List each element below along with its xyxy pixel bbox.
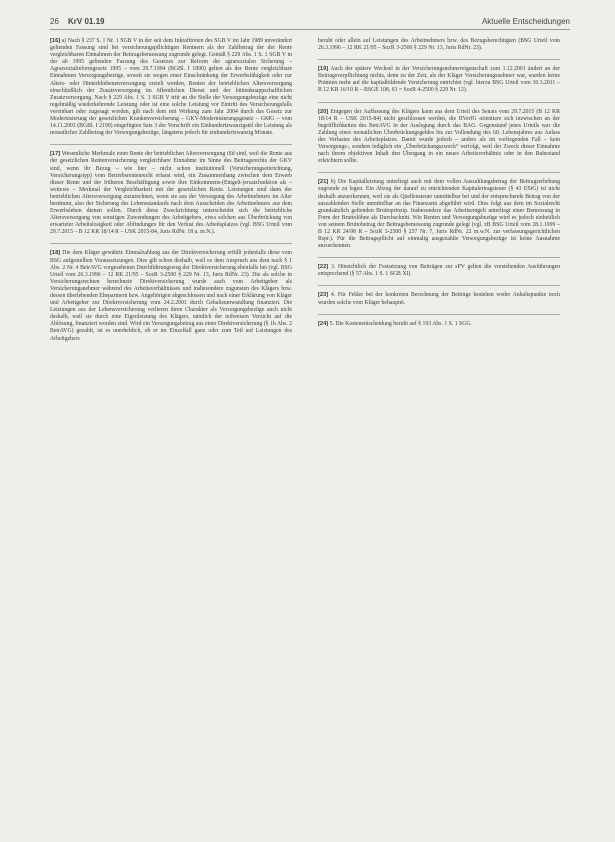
paragraph-divider — [318, 257, 560, 258]
paragraph-text: Auch der spätere Wechsel in der Versicherungsnehmereigenschaft zum 1.12.2001 ändert an der Beitragsverpflichtung nichts, denn zu der Zeit, als der Kläger Versicherungsnehmer war, wurden keine Prämien mehr auf die kapitalbildende Versicherung entrichtet (vgl. hierzu BSG Urteil vom 30.3.2011 – B 12 KR 16/10 R – BSGE 108, 63 = SozR 4-2500 § 229 Nr. 12). — [318, 66, 560, 94]
paragraph-divider — [318, 285, 560, 286]
paragraph-number: [17] — [50, 151, 61, 158]
paragraph-divider — [318, 59, 560, 60]
paragraph-divider — [318, 314, 560, 315]
paragraph-number: [24] — [318, 320, 329, 327]
page-number: 26 — [50, 17, 59, 26]
paragraph-number: [21] — [318, 179, 329, 186]
paragraph-text: 4. Für Fehler bei der konkreten Berechnung der Beiträge bestehen weder Anhaltspunkte noch wurden solche vom Kläger behauptet. — [318, 292, 560, 306]
paragraph-number: [20] — [318, 108, 329, 115]
paragraph-20 — [318, 109, 560, 166]
paragraph-number: [16] — [50, 38, 61, 44]
paragraph-text: a) Nach § 237 S. 1 Nr. 1 SGB V in der seit dem Inkrafttreten des SGB V im Jahr 1989 unverändert geltenden Fassung sind bei versicherungspflichtigen Rentnern als der Zahlbetrag der der Rente vergleichbaren Einnahmen der Beitragsbemessung zugrunde gelegt. Gemäß § 229 Abs. 1 S. 1 SGB V in der ab 1995 geltenden Fassung des Gesetzes zur Reform der agrarsozialen Sicherung – Agrarsozialreformgesetz 1995 – vom 29.7.1994 (BGBl. I 1890) gelten als der Rente vergleichbare Einnahmen Versorgungsbezüge, soweit sie wegen einer Einschränkung der Erwerbsfähigkeit oder zur Alters- oder Hinterbliebenenversorgung erzielt werden, Renten der betrieblichen Altersversorgung einschließlich der Zusatzversorgung im öffentlichen Dienst und der hüttenknappschaftlichen Zusatzversorgung. Nach § 229 Abs. 1 S. 3 SGB V tritt an die Stelle der Versorgungsbezüge eine nicht regelmäßig wiederkehrende Leistung oder ist eine solche Leistung vor Eintritt des Versicherungsfalls vereinbart oder zugesagt worden, gilt nach dem mit Wirkung zum Jahr 2004 durch das Gesetz zur Modernisierung der gesetzlichen Krankenversicherung – GKV-Modernisierungsgesetz – GMG – vom 14.11.2003 (BGBl. I 2190) eingefügten Satz 3 der Vorschrift ein Einhundertzwanzigstel der Leistung als monatlicher Zahlbetrag der Versorgungsbezüge, längstens jedoch für einhundertzwanzig Monate. — [50, 38, 293, 137]
paragraph-number: [23] — [318, 292, 329, 299]
paragraph-18 — [50, 250, 292, 342]
paragraph-text: b) Die Kapitalleistung unterliegt auch mit dem vollen Auszahlungsbetrag der Beitragserhebung zugrunde zu legen. Ein Abzug der darauf zu entrichtenden Kapitalertragsteuer (§ 43 EStG) ist nicht deshalb anzuerkennen, weil sie als Quellensteuer unmittelbar bei und der entsprechende Betrag von der auszahlenden Stelle unmittelbar an das Finanzamt abgeführt wird. Dies folgt aus dem im Sozialrecht grundsätzlich geltenden Bruttoprinzip. Insbesondere das Arbeitsentgelt unterliegt einer Bemessung in Form der Bruttolöhne als Durchschnitt. Wie Renten und Versorgungsbezüge wird es jedoch einheitlich von seinem Bruttobetrag der Beitragsbemessung zugrunde gelegt (vgl. zB BSG Urteil vom 28.1.1999 – B 12 KR 24/98 R – SozR 3-2500 § 237 Nr. 7, Juris RdNr. 22 m.w.N. zur verfassungsgerichtlichen Rspr.). Für die Beitragspflicht auf einmalig ausgezahlte Versorgungsbezüge ist keine Ausnahme anzuerkennen. — [318, 179, 560, 250]
paragraph-text: 5. Die Kostenentscheidung beruht auf § 193 Abs. 1 S. 1 SGG. — [329, 320, 472, 327]
paragraph-divider — [318, 172, 560, 173]
paragraph-number: [19] — [318, 66, 329, 73]
paragraph-text: 3. Hinsichtlich der Festsetzung von Beiträgen zur sPV gelten die vorstehenden Ausführungen entsprechend (§ 57 Abs. 1 S. 1 SGB XI). — [318, 264, 560, 278]
paragraph-divider — [50, 243, 292, 244]
paragraph-text: Die dem Kläger gewährte Einmalzahlung aus der Direktversicherung erfüllt jedenfalls diese vom BSG aufgestellten Voraussetzungen. Dies gilt schon deshalb, weil es dem Anspruch aus dem nach § 1 Abs. 2 Nr. 4 BetrAVG vorgesehenen Durchführungsweg der Direktversicherung ebenfalls bei (vgl. BSG Urteil vom 26.3.1996 – 12 RK 21/95 – SozR 3-2500 § 229 Nr. 13, Juris RdNr. 23). Die als solche in Versicherungsrechten berechnete Direktversicherung wurde auch vom Arbeitgeber als Versicherungsnehmer während des Arbeitsverhältnisses und insbesondere zugunsten des Klägers bzw. dessen überlebenden Ehepartnern bzw. Angehörigen abgeschlossen und nach einer Erklärung von Kläger und Arbeitgeber zur Direktversicherung vom 24.2.2001 durch Gehaltsumwandlung finanziert. Die Leistungen aus der Lebensversicherung verlieren ihren Charakter als Versorgungsbezüge auch nicht deshalb, weil sie durch eine Eigenleistung des Klägers, nämlich der teilweisen Verzicht auf die Ablösung, finanziert worden sind. Wird ein Versorgungsbetrag aus einer Direktversicherung (§ 1b Abs. 2 BetrAVG) gezahlt, ist es unerheblich, ob er im Einzelfall ganz oder zum Teil auf Leistungen des Arbeitgebers — [50, 250, 293, 342]
paragraph-16 — [50, 38, 292, 137]
journal-name: KrV 01.19 — [68, 17, 105, 26]
right-column — [318, 38, 560, 335]
paragraph-17 — [50, 151, 292, 236]
paragraph-24 — [318, 321, 560, 328]
paragraph-18-continued — [318, 38, 560, 52]
paragraph-23 — [318, 292, 560, 306]
paragraph-text: Wesentliche Merkmale einer Rente der betrieblichen Altersversorgung iSd sind, weil die Rente aus der gesetzlichen Rentenversicherung vergleichbare Einnahme im Sinne des Beitragsrechts der GKV sind, wenn ihr Bezug – wie hier – nicht schon institutionell (Versicherungseinrichtung, Versicherungstyp) vom Betriebsrentenrecht erfasst wird, ein Zusammenhang zwischen dem Erwerb dieser Rente und der früheren Beschäftigung sowie ihre Einkommens-(Entgelt-)ersatzfunktion als – weiteres – Merkmal der Vergleichbarkeit mit der gesetzlichen Rente. Leistungen sind dann der betrieblichen Altersversorgung zuzurechnen, wenn sie aus der Versorgung des Arbeitnehmers im Alter bestimmt, also der Sicherung des Lebensstandards nach dem Ausscheiden des Arbeitnehmers aus dem Erwerbsleben dienen sollen. Durch diese Zweckrichtung unterscheidet sich die betriebliche Altersversorgung von sonstigen Zuwendungen des Arbeitgebers, etwa solchen aus Überbrückung von erwarteter Arbeitslosigkeit oder Abfindungen für den Verlust des Arbeitsplatzes (vgl. BSG Urteil vom 29.7.2015 – B 12 KR 18/14 R – USK 2015-84, Juris RdNr. 18 u. m.N.). — [50, 151, 292, 236]
running-header — [50, 15, 570, 30]
paragraph-text: beruht oder allein auf Leistungen des Arbeitnehmers bzw. des Bezugsberechtigten (BSG Urteil vom 26.3.1996 – 12 RK 21/95 – SozR 3-2500 § 229 Nr. 13, Juris RdNr. 23). — [318, 38, 560, 52]
paragraph-divider — [50, 144, 292, 145]
section-title: Aktuelle Entscheidungen — [481, 17, 570, 26]
paragraph-divider — [318, 102, 560, 103]
paragraph-text: Entgegen der Auffassung des Klägers kann aus dem Urteil des Senats vom 29.7.2015 (B 12 KR 18/14 R – USK 2015-84) nicht geschlossen werden, die BVerfG orientiere sich inzwischen an der begrifflichkeiten des BetrAVG in der Auslegung durch das BAG. Gegenstand jenes Urteils war die Zahlung eines monatlichen Überbrückungsgeldes bis zur Vollendung des 60. Lebensjahres aus Anlass des Verlustes des Arbeitsplatzes. Damit wurde jedoch – anders als im vorliegenden Fall – kein Versorgungs-, sondern lediglich ein „Überbrückungszweck“ verfolgt, weil der Zweck dieser Einnahme nach ihrem objektiven Inhalt den Übergang in ein neues Arbeitsverhältnis oder in den Ruhestand erleichtern sollte. — [318, 108, 561, 165]
paragraph-22 — [318, 264, 560, 278]
left-column — [50, 38, 292, 350]
paragraph-21 — [318, 179, 560, 250]
paragraph-number: [18] — [50, 250, 61, 257]
paragraph-number: [22] — [318, 264, 329, 271]
paragraph-19 — [318, 66, 560, 94]
